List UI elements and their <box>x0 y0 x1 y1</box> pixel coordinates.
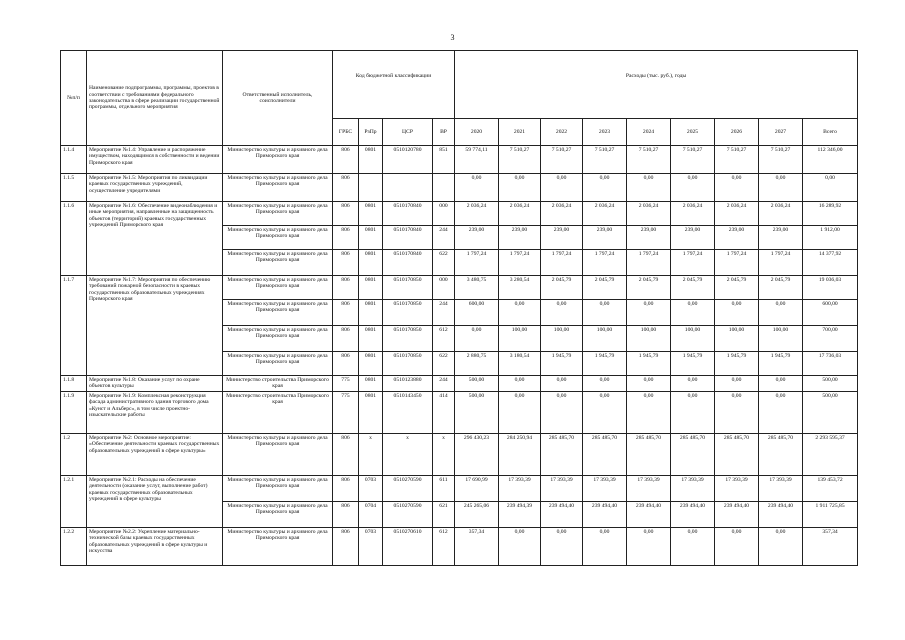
row-rzpr: 0801 <box>359 226 383 250</box>
header-grbs: ГРБС <box>333 119 359 146</box>
row-total: 17 736,03 <box>803 352 858 376</box>
header-executor: Ответственный исполнитель, соисполнители <box>223 51 333 146</box>
row-value: 2 045,79 <box>715 276 759 300</box>
row-rzpr: 0801 <box>359 146 383 174</box>
row-value: 0,00 <box>499 174 541 202</box>
row-value: 2 045,79 <box>759 276 803 300</box>
row-value: 285 485,70 <box>627 434 671 476</box>
row-value: 1 797,24 <box>671 250 715 276</box>
row-total: 700,00 <box>803 326 858 352</box>
row-value: 285 485,70 <box>671 434 715 476</box>
row-vr: 612 <box>433 528 455 566</box>
row-value: 17 393,39 <box>759 476 803 502</box>
row-value: 0,00 <box>627 300 671 326</box>
row-executor: Министерство культуры и архивного дела Приморского края <box>223 174 333 202</box>
row-total: 19 036,03 <box>803 276 858 300</box>
row-value: 1 797,24 <box>627 250 671 276</box>
row-value: 285 485,70 <box>583 434 627 476</box>
row-value: 239 494,40 <box>715 502 759 528</box>
row-value: 0,00 <box>583 300 627 326</box>
row-vr: 622 <box>433 250 455 276</box>
row-value: 0,00 <box>499 392 541 434</box>
table-row <box>61 434 858 476</box>
row-csr: 0510170840 <box>383 202 433 226</box>
row-rzpr: 0801 <box>359 376 383 392</box>
row-value: 0,00 <box>715 174 759 202</box>
row-vr: x <box>433 434 455 476</box>
row-grbs: 775 <box>333 376 359 392</box>
row-vr <box>433 174 455 202</box>
row-vr: 612 <box>433 326 455 352</box>
row-value: 239 494,39 <box>499 502 541 528</box>
row-executor: Министерство культуры и архивного дела Приморского края <box>223 226 333 250</box>
row-value: 0,00 <box>583 392 627 434</box>
row-value: 2 045,79 <box>671 276 715 300</box>
row-value: 0,00 <box>583 174 627 202</box>
row-name: Мероприятие №2.2: Укрепление материально-технической базы краевых государственных образовательных учреждений в сфере культуры и искусства <box>87 528 223 566</box>
row-value: 239,00 <box>715 226 759 250</box>
row-value: 0,00 <box>759 392 803 434</box>
row-value: 2 036,24 <box>455 202 499 226</box>
row-grbs: 775 <box>333 392 359 434</box>
row-total: 1 911 725,85 <box>803 502 858 528</box>
row-num: 1.2 <box>61 434 87 476</box>
row-name: Мероприятие №1.5: Мероприятия по ликвидации краевых государственных учреждений, осуществление учредителями <box>87 174 223 202</box>
row-executor: Министерство культуры и архивного дела Приморского края <box>223 352 333 376</box>
row-value: 0,00 <box>627 174 671 202</box>
row-executor: Министерство культуры и архивного дела Приморского края <box>223 528 333 566</box>
header-year-2027: 2027 <box>759 119 803 146</box>
row-value: 285 485,70 <box>715 434 759 476</box>
row-vr: 000 <box>433 276 455 300</box>
row-vr: 622 <box>433 352 455 376</box>
row-value: 239,00 <box>499 226 541 250</box>
row-value: 239 494,40 <box>583 502 627 528</box>
row-value: 7 510,27 <box>759 146 803 174</box>
row-csr: 0510143450 <box>383 392 433 434</box>
row-value: 2 036,24 <box>759 202 803 226</box>
header-name: Наименование подпрограммы, программы, проектов в соответствии с требованиями федерального законодательства в сфере реализации государственной программы, отдельного мероприятия <box>87 51 223 146</box>
row-vr: 244 <box>433 300 455 326</box>
row-value: 0,00 <box>583 528 627 566</box>
row-value: 17 393,39 <box>627 476 671 502</box>
header-year-2025: 2025 <box>671 119 715 146</box>
row-rzpr: x <box>359 434 383 476</box>
row-value: 100,00 <box>671 326 715 352</box>
row-value: 0,00 <box>541 300 583 326</box>
row-value: 0,00 <box>627 392 671 434</box>
row-value: 239,00 <box>627 226 671 250</box>
row-csr: 0510120780 <box>383 146 433 174</box>
row-value: 7 510,27 <box>583 146 627 174</box>
row-value: 0,00 <box>541 376 583 392</box>
row-value: 1 797,24 <box>541 250 583 276</box>
row-num: 1.1.8 <box>61 376 87 392</box>
row-value: 0,00 <box>541 174 583 202</box>
row-rzpr: 0703 <box>359 476 383 502</box>
row-value: 0,00 <box>715 392 759 434</box>
row-grbs: 806 <box>333 226 359 250</box>
header-num: №п/п <box>61 51 87 146</box>
row-value: 1 945,79 <box>715 352 759 376</box>
row-grbs: 806 <box>333 202 359 226</box>
row-value: 7 510,27 <box>715 146 759 174</box>
row-value: 0,00 <box>627 528 671 566</box>
row-value: 100,00 <box>759 326 803 352</box>
row-value: 2 880,75 <box>455 352 499 376</box>
row-csr: 0510170850 <box>383 352 433 376</box>
row-executor: Министерство строительства Приморского края <box>223 376 333 392</box>
row-value: 239,00 <box>541 226 583 250</box>
row-value: 2 045,79 <box>583 276 627 300</box>
header-csr: ЦСР <box>383 119 433 146</box>
row-rzpr: 0801 <box>359 202 383 226</box>
row-csr: x <box>383 434 433 476</box>
row-value: 0,00 <box>671 528 715 566</box>
row-executor: Министерство культуры и архивного дела Приморского края <box>223 326 333 352</box>
row-csr: 0510170840 <box>383 250 433 276</box>
row-csr <box>383 174 433 202</box>
row-value: 0,00 <box>455 174 499 202</box>
row-value: 2 036,24 <box>671 202 715 226</box>
row-value: 239,00 <box>455 226 499 250</box>
row-vr: 000 <box>433 202 455 226</box>
row-total: 357,34 <box>803 528 858 566</box>
row-value: 0,00 <box>715 528 759 566</box>
row-grbs: 806 <box>333 528 359 566</box>
row-num: 1.2.2 <box>61 528 87 566</box>
row-value: 0,00 <box>715 376 759 392</box>
row-csr: 0510270610 <box>383 528 433 566</box>
row-total: 112 346,00 <box>803 146 858 174</box>
row-name: Мероприятие №1.9: Комплексная реконструкция фасада административного здания торгового дома «Кунст и Альберс», в том числе проектно-изыскательские работы <box>87 392 223 434</box>
row-value: 100,00 <box>715 326 759 352</box>
row-value: 239 494,40 <box>541 502 583 528</box>
row-vr: 244 <box>433 376 455 392</box>
row-rzpr: 0801 <box>359 300 383 326</box>
row-total: 600,00 <box>803 300 858 326</box>
header-year-2024: 2024 <box>627 119 671 146</box>
row-csr: 0510170850 <box>383 276 433 300</box>
row-total: 0,00 <box>803 174 858 202</box>
header-rzpr: РзПр <box>359 119 383 146</box>
row-total: 2 293 595,37 <box>803 434 858 476</box>
row-csr: 0510270590 <box>383 502 433 528</box>
row-value: 0,00 <box>499 528 541 566</box>
row-executor: Министерство культуры и архивного дела Приморского края <box>223 146 333 174</box>
row-value: 1 945,79 <box>583 352 627 376</box>
row-executor: Министерство культуры и архивного дела Приморского края <box>223 250 333 276</box>
row-value: 0,00 <box>759 174 803 202</box>
row-executor: Министерство культуры и архивного дела Приморского края <box>223 434 333 476</box>
row-value: 2 036,24 <box>499 202 541 226</box>
row-value: 17 393,39 <box>541 476 583 502</box>
row-grbs: 806 <box>333 352 359 376</box>
row-executor: Министерство культуры и архивного дела Приморского края <box>223 502 333 528</box>
row-value: 3 480,75 <box>455 276 499 300</box>
row-value: 285 485,70 <box>541 434 583 476</box>
row-executor: Министерство культуры и архивного дела Приморского края <box>223 202 333 226</box>
row-value: 2 045,79 <box>541 276 583 300</box>
row-value: 2 036,24 <box>541 202 583 226</box>
row-value: 2 036,24 <box>715 202 759 226</box>
row-value: 239,00 <box>671 226 715 250</box>
row-value: 245 265,06 <box>455 502 499 528</box>
row-executor: Министерство культуры и архивного дела Приморского края <box>223 300 333 326</box>
row-num: 1.1.7 <box>61 276 87 376</box>
row-rzpr: 0704 <box>359 502 383 528</box>
row-total: 139 453,72 <box>803 476 858 502</box>
row-value: 7 510,27 <box>499 146 541 174</box>
row-rzpr: 0801 <box>359 326 383 352</box>
row-value: 2 045,79 <box>627 276 671 300</box>
row-value: 500,00 <box>455 376 499 392</box>
row-csr: 0510123880 <box>383 376 433 392</box>
row-value: 17 393,39 <box>583 476 627 502</box>
row-value: 0,00 <box>671 392 715 434</box>
row-value: 7 510,27 <box>541 146 583 174</box>
row-value: 239 494,40 <box>627 502 671 528</box>
row-value: 600,00 <box>455 300 499 326</box>
row-value: 100,00 <box>627 326 671 352</box>
row-value: 17 393,39 <box>499 476 541 502</box>
row-value: 0,00 <box>671 174 715 202</box>
header-expenses: Расходы (тыс. руб.), годы <box>455 51 858 119</box>
row-grbs: 806 <box>333 434 359 476</box>
row-value: 1 945,79 <box>627 352 671 376</box>
row-value: 239 494,40 <box>759 502 803 528</box>
row-grbs: 806 <box>333 502 359 528</box>
row-value: 239 494,40 <box>671 502 715 528</box>
row-grbs: 806 <box>333 326 359 352</box>
row-value: 0,00 <box>541 392 583 434</box>
row-value: 59 774,11 <box>455 146 499 174</box>
row-rzpr <box>359 174 383 202</box>
row-name: Мероприятие №2.1: Расходы на обеспечение деятельности (оказание услуг, выполнение работ) краевых государственных образовательных учреждений в сфере культуры <box>87 476 223 528</box>
row-value: 357,34 <box>455 528 499 566</box>
row-vr: 611 <box>433 476 455 502</box>
row-value: 0,00 <box>759 300 803 326</box>
row-csr: 0510170850 <box>383 326 433 352</box>
row-value: 100,00 <box>583 326 627 352</box>
header-year-2026: 2026 <box>715 119 759 146</box>
row-rzpr: 0801 <box>359 250 383 276</box>
row-value: 2 036,24 <box>583 202 627 226</box>
row-value: 100,00 <box>499 326 541 352</box>
row-value: 17 690,99 <box>455 476 499 502</box>
header-year-2021: 2021 <box>499 119 541 146</box>
row-num: 1.1.6 <box>61 202 87 276</box>
row-value: 1 797,24 <box>715 250 759 276</box>
table-row <box>61 376 858 392</box>
row-name: Мероприятие №1.8: Оказание услуг по охране объектов культуры <box>87 376 223 392</box>
row-csr: 0510270590 <box>383 476 433 502</box>
row-value: 100,00 <box>541 326 583 352</box>
row-name: Мероприятие №1.7: Мероприятия по обеспечению требований пожарной безопасности в краевых государственных образовательных учреждениях Приморского края <box>87 276 223 376</box>
table-row <box>61 276 858 300</box>
row-total: 16 289,92 <box>803 202 858 226</box>
row-value: 2 036,24 <box>627 202 671 226</box>
row-value: 0,00 <box>627 376 671 392</box>
row-vr: 244 <box>433 226 455 250</box>
row-csr: 0510170840 <box>383 226 433 250</box>
table-row <box>61 174 858 202</box>
row-value: 0,00 <box>671 300 715 326</box>
row-value: 0,00 <box>541 528 583 566</box>
header-year-2020: 2020 <box>455 119 499 146</box>
row-grbs: 806 <box>333 250 359 276</box>
row-value: 1 945,79 <box>671 352 715 376</box>
row-value: 0,00 <box>455 326 499 352</box>
row-value: 1 945,79 <box>541 352 583 376</box>
row-value: 296 430,23 <box>455 434 499 476</box>
row-value: 0,00 <box>499 300 541 326</box>
row-grbs: 806 <box>333 300 359 326</box>
row-rzpr: 0801 <box>359 276 383 300</box>
table-row <box>61 202 858 226</box>
row-total: 14 377,92 <box>803 250 858 276</box>
row-executor: Министерство культуры и архивного дела Приморского края <box>223 476 333 502</box>
row-vr: 851 <box>433 146 455 174</box>
row-value: 285 485,70 <box>759 434 803 476</box>
row-value: 3 280,54 <box>499 276 541 300</box>
row-value: 1 945,79 <box>759 352 803 376</box>
header-year-2022: 2022 <box>541 119 583 146</box>
row-value: 500,00 <box>455 392 499 434</box>
row-csr: 0510170850 <box>383 300 433 326</box>
row-value: 0,00 <box>759 376 803 392</box>
row-executor: Министерство строительства Приморского края <box>223 392 333 434</box>
row-name: Мероприятие №1.4: Управление и распоряжение имуществом, находящимся в собственности и ведении Приморского края <box>87 146 223 174</box>
page-number: 3 <box>450 33 455 42</box>
row-value: 7 510,27 <box>671 146 715 174</box>
row-rzpr: 0703 <box>359 528 383 566</box>
row-value: 1 797,24 <box>759 250 803 276</box>
row-executor: Министерство культуры и архивного дела Приморского края <box>223 276 333 300</box>
row-total: 500,00 <box>803 392 858 434</box>
row-grbs: 806 <box>333 476 359 502</box>
row-value: 17 393,39 <box>671 476 715 502</box>
row-value: 0,00 <box>499 376 541 392</box>
row-value: 1 797,24 <box>583 250 627 276</box>
row-value: 239,00 <box>583 226 627 250</box>
table-row <box>61 392 858 434</box>
row-num: 1.2.1 <box>61 476 87 528</box>
row-grbs: 806 <box>333 174 359 202</box>
row-vr: 621 <box>433 502 455 528</box>
row-grbs: 806 <box>333 146 359 174</box>
row-num: 1.1.5 <box>61 174 87 202</box>
row-value: 239,00 <box>759 226 803 250</box>
row-num: 1.1.4 <box>61 146 87 174</box>
row-value: 1 797,24 <box>499 250 541 276</box>
table-row <box>61 476 858 502</box>
row-value: 0,00 <box>583 376 627 392</box>
row-value: 284 250,94 <box>499 434 541 476</box>
row-rzpr: 0801 <box>359 352 383 376</box>
row-name: Мероприятие №2: Основное мероприятие: «Обеспечение деятельности краевых государственных образовательных учреждений в сфере культуры» <box>87 434 223 476</box>
row-vr: 414 <box>433 392 455 434</box>
table-row <box>61 528 858 566</box>
header-total: Всего <box>803 119 858 146</box>
row-rzpr: 0801 <box>359 392 383 434</box>
row-value: 0,00 <box>759 528 803 566</box>
budget-table <box>60 50 858 566</box>
row-value: 7 510,27 <box>627 146 671 174</box>
row-value: 17 393,39 <box>715 476 759 502</box>
row-name: Мероприятие №1.6: Обеспечение видеонаблюдения и иные мероприятия, направленные на защищенность объектов (территорий) краевых государственных учреждений Приморского края <box>87 202 223 276</box>
row-grbs: 806 <box>333 276 359 300</box>
row-value: 1 797,24 <box>455 250 499 276</box>
row-total: 1 912,00 <box>803 226 858 250</box>
row-total: 500,00 <box>803 376 858 392</box>
header-budget-code: Код бюджетной классификации <box>333 51 455 119</box>
header-vr: ВР <box>433 119 455 146</box>
row-value: 0,00 <box>715 300 759 326</box>
row-num: 1.1.9 <box>61 392 87 434</box>
table-row <box>61 146 858 174</box>
header-year-2023: 2023 <box>583 119 627 146</box>
row-value: 0,00 <box>671 376 715 392</box>
row-value: 3 180,54 <box>499 352 541 376</box>
